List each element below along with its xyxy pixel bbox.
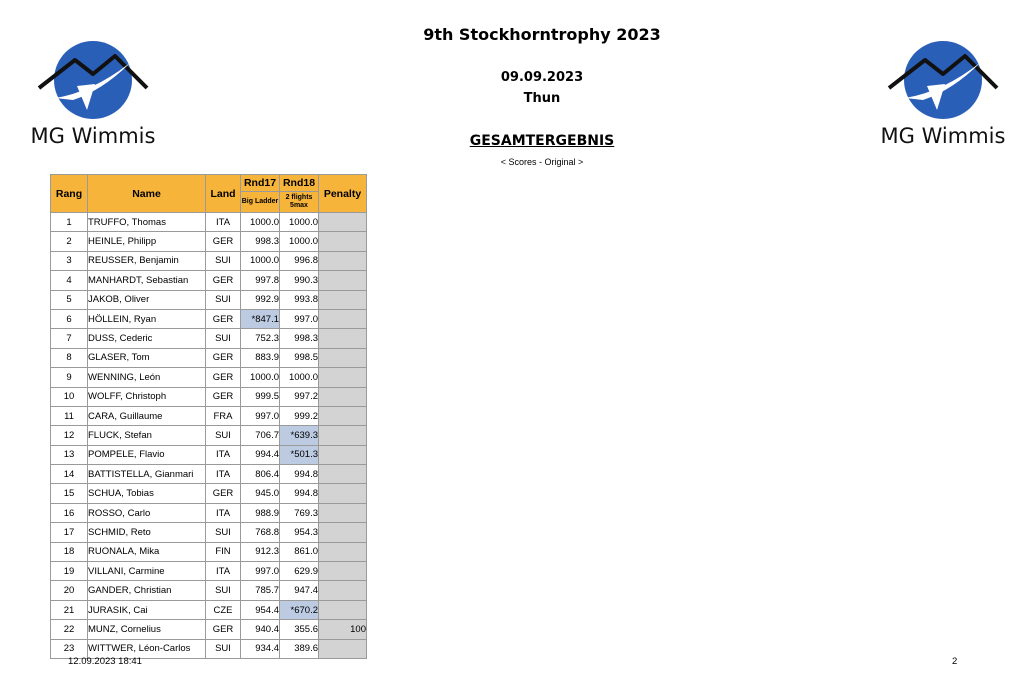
table-row: [51, 251, 367, 270]
col-round17: Rnd17: [241, 175, 280, 192]
name-cell: RUONALA, Mika: [88, 542, 206, 561]
round17-score-cell: 912.3: [241, 542, 280, 561]
name-cell: FLUCK, Stefan: [88, 426, 206, 445]
penalty-cell: [319, 562, 367, 581]
table-row: [51, 523, 367, 542]
rank-cell: 23: [51, 639, 88, 658]
round18-score-cell: 1000.0: [280, 368, 319, 387]
penalty-cell: [319, 348, 367, 367]
rank-cell: 10: [51, 387, 88, 406]
name-cell: CARA, Guillaume: [88, 406, 206, 425]
logo-text: MG Wimmis: [880, 124, 1006, 148]
round17-score-cell: 992.9: [241, 290, 280, 309]
round17-score-cell: *847.1: [241, 309, 280, 328]
rank-cell: 6: [51, 309, 88, 328]
penalty-cell: [319, 465, 367, 484]
rank-cell: 22: [51, 620, 88, 639]
country-cell: GER: [206, 271, 241, 290]
round17-score-cell: 768.8: [241, 523, 280, 542]
col-country: Land: [206, 175, 241, 213]
round17-score-cell: 954.4: [241, 600, 280, 619]
country-cell: FIN: [206, 542, 241, 561]
penalty-cell: [319, 406, 367, 425]
round18-score-cell: *670.2: [280, 600, 319, 619]
country-cell: SUI: [206, 523, 241, 542]
table-row: [51, 213, 367, 232]
round18-score-cell: 861.0: [280, 542, 319, 561]
results-table: [50, 174, 367, 659]
round17-score-cell: 934.4: [241, 639, 280, 658]
country-cell: SUI: [206, 581, 241, 600]
rank-cell: 11: [51, 406, 88, 425]
rank-cell: 16: [51, 503, 88, 522]
round18-score-cell: 999.2: [280, 406, 319, 425]
country-cell: ITA: [206, 562, 241, 581]
name-cell: POMPELE, Flavio: [88, 445, 206, 464]
name-cell: ROSSO, Carlo: [88, 503, 206, 522]
penalty-cell: [319, 290, 367, 309]
country-cell: GER: [206, 348, 241, 367]
country-cell: SUI: [206, 329, 241, 348]
col-round18: Rnd18: [280, 175, 319, 192]
round18-score-cell: 997.2: [280, 387, 319, 406]
round17-score-cell: 999.5: [241, 387, 280, 406]
round17-score-cell: 945.0: [241, 484, 280, 503]
name-cell: SCHUA, Tobias: [88, 484, 206, 503]
table-row: [51, 600, 367, 619]
name-cell: WITTWER, Léon-Carlos: [88, 639, 206, 658]
penalty-cell: [319, 542, 367, 561]
table-row: [51, 348, 367, 367]
col-round18-task: 2 flights 5max: [280, 192, 319, 213]
penalty-cell: [319, 445, 367, 464]
penalty-cell: [319, 581, 367, 600]
rank-cell: 9: [51, 368, 88, 387]
round17-score-cell: 997.8: [241, 271, 280, 290]
round18-score-cell: *501.3: [280, 445, 319, 464]
round18-score-cell: 997.0: [280, 309, 319, 328]
round18-score-cell: 947.4: [280, 581, 319, 600]
rank-cell: 8: [51, 348, 88, 367]
round18-score-cell: 996.8: [280, 251, 319, 270]
table-row: [51, 368, 367, 387]
country-cell: GER: [206, 232, 241, 251]
rank-cell: 1: [51, 213, 88, 232]
table-row: [51, 387, 367, 406]
round18-score-cell: 389.6: [280, 639, 319, 658]
rank-cell: 21: [51, 600, 88, 619]
name-cell: HEINLE, Philipp: [88, 232, 206, 251]
country-cell: CZE: [206, 600, 241, 619]
country-cell: GER: [206, 387, 241, 406]
rank-cell: 7: [51, 329, 88, 348]
penalty-cell: [319, 251, 367, 270]
round17-score-cell: 1000.0: [241, 251, 280, 270]
penalty-cell: [319, 387, 367, 406]
country-cell: FRA: [206, 406, 241, 425]
round17-score-cell: 1000.0: [241, 213, 280, 232]
name-cell: MANHARDT, Sebastian: [88, 271, 206, 290]
round17-score-cell: 988.9: [241, 503, 280, 522]
col-name: Name: [88, 175, 206, 213]
rank-cell: 19: [51, 562, 88, 581]
country-cell: GER: [206, 484, 241, 503]
penalty-cell: [319, 232, 367, 251]
table-row: [51, 290, 367, 309]
name-cell: GANDER, Christian: [88, 581, 206, 600]
round18-score-cell: 769.3: [280, 503, 319, 522]
rank-cell: 14: [51, 465, 88, 484]
country-cell: GER: [206, 620, 241, 639]
country-cell: SUI: [206, 251, 241, 270]
name-cell: TRUFFO, Thomas: [88, 213, 206, 232]
table-row: [51, 503, 367, 522]
table-row: [51, 329, 367, 348]
col-rank: Rang: [51, 175, 88, 213]
table-row: [51, 542, 367, 561]
penalty-cell: [319, 309, 367, 328]
rank-cell: 17: [51, 523, 88, 542]
rank-cell: 5: [51, 290, 88, 309]
page-title: 9th Stockhorntrophy 2023: [423, 25, 661, 44]
table-row: [51, 309, 367, 328]
round17-score-cell: 752.3: [241, 329, 280, 348]
round18-score-cell: 1000.0: [280, 232, 319, 251]
penalty-cell: [319, 329, 367, 348]
round17-score-cell: 806.4: [241, 465, 280, 484]
round18-score-cell: 629.9: [280, 562, 319, 581]
rank-cell: 12: [51, 426, 88, 445]
event-date: 09.09.2023: [500, 70, 584, 85]
table-row: [51, 232, 367, 251]
name-cell: DUSS, Cederic: [88, 329, 206, 348]
print-timestamp: 12.09.2023 18:41: [68, 656, 142, 667]
table-row: [51, 426, 367, 445]
name-cell: JURASIK, Cai: [88, 600, 206, 619]
country-cell: ITA: [206, 503, 241, 522]
country-cell: ITA: [206, 213, 241, 232]
country-cell: GER: [206, 309, 241, 328]
rank-cell: 4: [51, 271, 88, 290]
penalty-cell: [319, 639, 367, 658]
table-row: [51, 484, 367, 503]
penalty-cell: [319, 503, 367, 522]
penalty-cell: 100: [319, 620, 367, 639]
round17-score-cell: 997.0: [241, 406, 280, 425]
results-heading: [0, 133, 1024, 149]
round17-score-cell: 706.7: [241, 426, 280, 445]
penalty-cell: [319, 271, 367, 290]
round17-score-cell: 1000.0: [241, 368, 280, 387]
results-heading-text: GESAMTERGEBNIS: [469, 133, 615, 149]
table-row: [51, 581, 367, 600]
round17-score-cell: 994.4: [241, 445, 280, 464]
name-cell: VILLANI, Carmine: [88, 562, 206, 581]
country-cell: SUI: [206, 639, 241, 658]
round17-score-cell: 940.4: [241, 620, 280, 639]
table-row: [51, 271, 367, 290]
page-number: 2: [952, 656, 958, 667]
penalty-cell: [319, 368, 367, 387]
name-cell: HÖLLEIN, Ryan: [88, 309, 206, 328]
rank-cell: 20: [51, 581, 88, 600]
name-cell: WOLFF, Christoph: [88, 387, 206, 406]
rank-cell: 18: [51, 542, 88, 561]
country-cell: SUI: [206, 426, 241, 445]
round18-score-cell: 355.6: [280, 620, 319, 639]
penalty-cell: [319, 213, 367, 232]
name-cell: SCHMID, Reto: [88, 523, 206, 542]
rank-cell: 3: [51, 251, 88, 270]
round18-score-cell: 994.8: [280, 484, 319, 503]
round17-score-cell: 883.9: [241, 348, 280, 367]
penalty-cell: [319, 484, 367, 503]
name-cell: WENNING, León: [88, 368, 206, 387]
table-row: [51, 406, 367, 425]
name-cell: REUSSER, Benjamin: [88, 251, 206, 270]
country-cell: ITA: [206, 445, 241, 464]
name-cell: GLASER, Tom: [88, 348, 206, 367]
round17-score-cell: 997.0: [241, 562, 280, 581]
table-row: [51, 562, 367, 581]
event-place: Thun: [523, 91, 561, 106]
round18-score-cell: 994.8: [280, 465, 319, 484]
table-row: [51, 445, 367, 464]
name-cell: JAKOB, Oliver: [88, 290, 206, 309]
round18-score-cell: 990.3: [280, 271, 319, 290]
col-penalty: Penalty: [319, 175, 367, 213]
rank-cell: 15: [51, 484, 88, 503]
country-cell: ITA: [206, 465, 241, 484]
penalty-cell: [319, 600, 367, 619]
round18-score-cell: 954.3: [280, 523, 319, 542]
country-cell: GER: [206, 368, 241, 387]
name-cell: MUNZ, Cornelius: [88, 620, 206, 639]
col-round17-task: Big Ladder: [241, 192, 280, 213]
rank-cell: 2: [51, 232, 88, 251]
round18-score-cell: *639.3: [280, 426, 319, 445]
results-subtitle: < Scores - Original >: [500, 157, 584, 167]
table-row: [51, 465, 367, 484]
round17-score-cell: 998.3: [241, 232, 280, 251]
penalty-cell: [319, 426, 367, 445]
round18-score-cell: 1000.0: [280, 213, 319, 232]
rank-cell: 13: [51, 445, 88, 464]
name-cell: BATTISTELLA, Gianmari: [88, 465, 206, 484]
logo-text: MG Wimmis: [30, 124, 156, 148]
round18-score-cell: 993.8: [280, 290, 319, 309]
round18-score-cell: 998.3: [280, 329, 319, 348]
country-cell: SUI: [206, 290, 241, 309]
round18-score-cell: 998.5: [280, 348, 319, 367]
penalty-cell: [319, 523, 367, 542]
table-row: [51, 620, 367, 639]
round17-score-cell: 785.7: [241, 581, 280, 600]
